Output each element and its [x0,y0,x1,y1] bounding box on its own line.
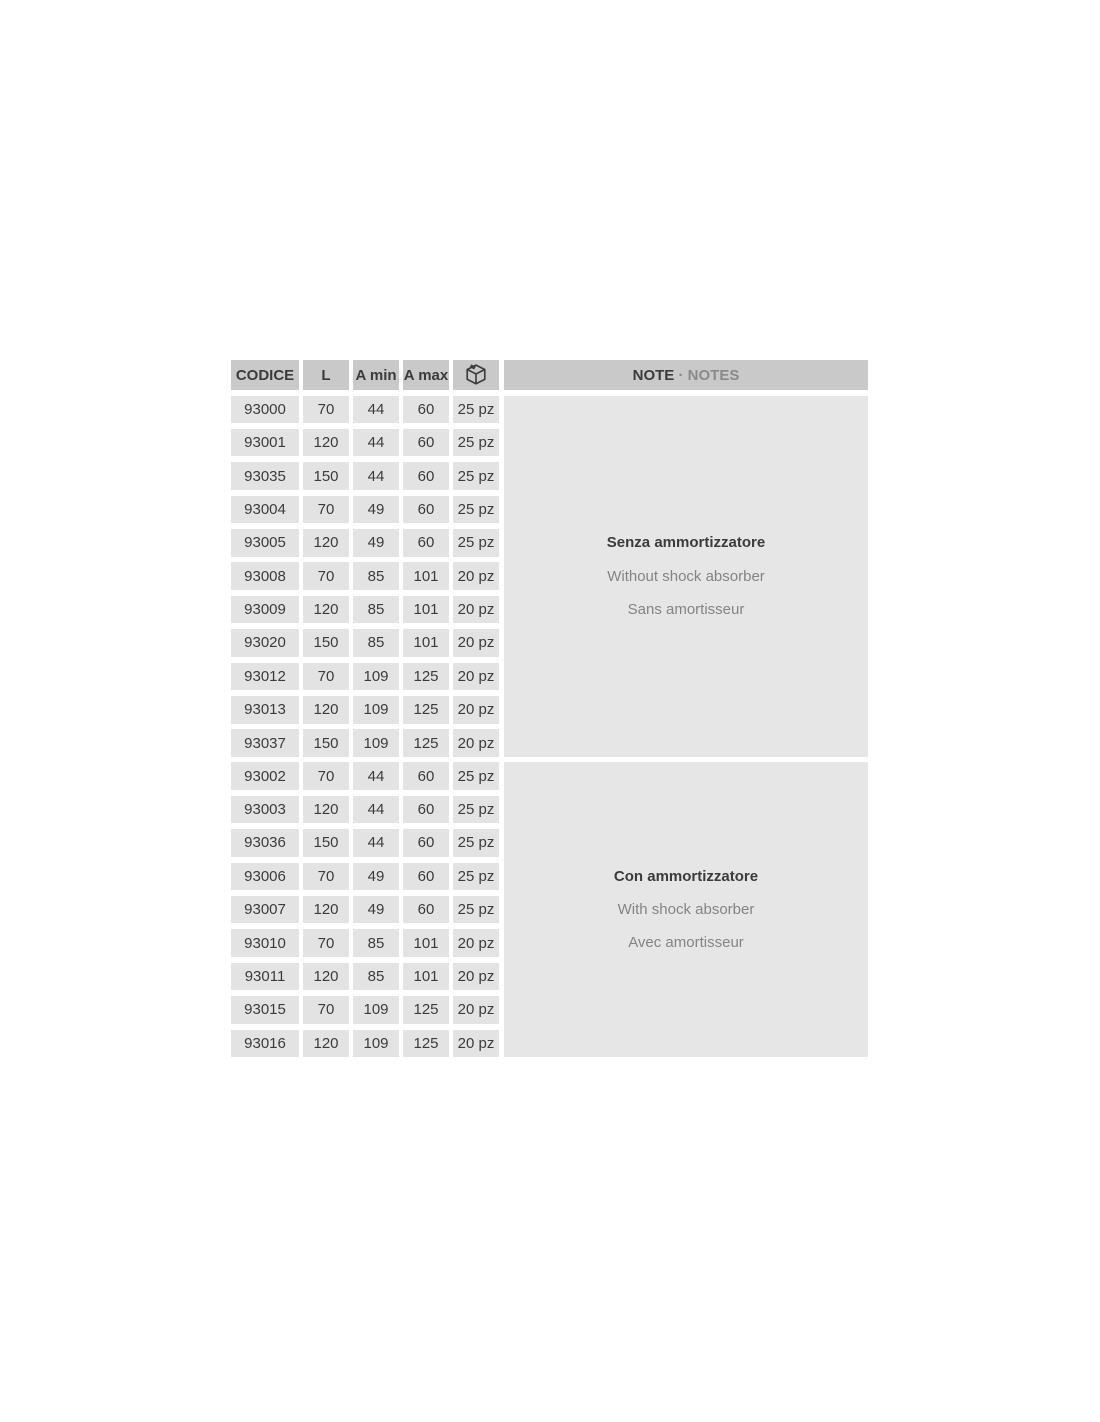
note-panel [504,762,868,1057]
cell-codice: 93001 [231,429,299,457]
cell-l: 120 [303,596,349,624]
cell-pack: 20 pz [453,562,499,590]
cell-l: 120 [303,1030,349,1058]
cell-a-min: 44 [353,462,399,490]
table-row [231,996,499,1024]
cell-a-min: 44 [353,829,399,857]
group-rows [231,762,499,1057]
cell-a-min: 49 [353,863,399,891]
header-l: L [303,360,349,390]
cell-pack: 20 pz [453,696,499,724]
cell-a-min: 109 [353,729,399,757]
cell-pack: 20 pz [453,663,499,691]
group-rows [231,396,499,757]
cell-l: 120 [303,696,349,724]
product-group-2 [231,762,868,1057]
cell-a-max: 101 [403,929,449,957]
cell-codice: 93000 [231,396,299,424]
cell-a-max: 125 [403,996,449,1024]
cell-a-max: 101 [403,562,449,590]
cell-a-max: 101 [403,963,449,991]
note-line-english: Without shock absorber [607,567,765,585]
cell-a-min: 44 [353,429,399,457]
cell-a-min: 85 [353,929,399,957]
cell-a-max: 125 [403,696,449,724]
cell-pack: 20 pz [453,729,499,757]
table-row [231,562,499,590]
table-row [231,596,499,624]
cell-l: 70 [303,562,349,590]
cell-l: 150 [303,829,349,857]
cell-a-min: 85 [353,562,399,590]
cell-a-max: 60 [403,896,449,924]
cell-l: 120 [303,529,349,557]
cell-codice: 93008 [231,562,299,590]
cell-l: 120 [303,429,349,457]
cell-codice: 93003 [231,796,299,824]
note-line-french: Avec amortisseur [628,934,744,952]
cell-pack: 20 pz [453,629,499,657]
header-notes-secondary: NOTES [687,366,740,384]
cell-pack: 20 pz [453,596,499,624]
table-body [231,396,868,1058]
cell-a-max: 60 [403,529,449,557]
cell-a-min: 49 [353,496,399,524]
cell-pack: 25 pz [453,462,499,490]
header-notes-primary: NOTE [632,366,675,384]
cell-a-min: 85 [353,596,399,624]
table-row [231,529,499,557]
cell-codice: 93037 [231,729,299,757]
table-row [231,629,499,657]
cell-pack: 25 pz [453,796,499,824]
cell-codice: 93009 [231,596,299,624]
cell-a-max: 60 [403,829,449,857]
cell-l: 70 [303,762,349,790]
cell-pack: 25 pz [453,863,499,891]
table-row [231,896,499,924]
table-row [231,396,499,424]
cell-a-max: 125 [403,729,449,757]
cell-a-max: 60 [403,429,449,457]
cell-codice: 93007 [231,896,299,924]
cell-a-max: 125 [403,663,449,691]
cell-pack: 20 pz [453,996,499,1024]
table-row [231,863,499,891]
cell-pack: 20 pz [453,1030,499,1058]
header-codice: CODICE [231,360,299,390]
cell-l: 70 [303,996,349,1024]
note-line-italian: Con ammortizzatore [613,867,759,885]
package-icon [463,362,489,388]
cell-codice: 93012 [231,663,299,691]
cell-a-max: 60 [403,396,449,424]
cell-pack: 25 pz [453,496,499,524]
cell-codice: 93005 [231,529,299,557]
cell-l: 150 [303,629,349,657]
cell-l: 150 [303,462,349,490]
table-row [231,729,499,757]
cell-a-min: 85 [353,629,399,657]
cell-a-max: 60 [403,796,449,824]
cell-codice: 93016 [231,1030,299,1058]
cell-a-min: 49 [353,896,399,924]
cell-codice: 93006 [231,863,299,891]
header-notes [504,360,868,390]
cell-pack: 25 pz [453,896,499,924]
cell-codice: 93013 [231,696,299,724]
cell-a-min: 44 [353,796,399,824]
table-row [231,696,499,724]
table-row [231,963,499,991]
table-row [231,929,499,957]
note-line-french: Sans amortisseur [627,600,745,618]
table-header-row [231,360,868,390]
cell-l: 70 [303,929,349,957]
cell-codice: 93002 [231,762,299,790]
cell-l: 120 [303,796,349,824]
table-row [231,762,499,790]
table-row [231,429,499,457]
table-row [231,1030,499,1058]
cell-a-max: 101 [403,596,449,624]
cell-pack: 20 pz [453,963,499,991]
cell-codice: 93020 [231,629,299,657]
cell-pack: 20 pz [453,929,499,957]
cell-l: 70 [303,496,349,524]
table-row [231,496,499,524]
header-a-min: A min [353,360,399,390]
cell-a-max: 101 [403,629,449,657]
cell-a-max: 125 [403,1030,449,1058]
cell-a-min: 109 [353,996,399,1024]
cell-l: 70 [303,863,349,891]
header-notes-separator: · [674,366,688,384]
cell-l: 70 [303,396,349,424]
product-spec-table [231,360,868,1063]
cell-a-max: 60 [403,762,449,790]
cell-codice: 93035 [231,462,299,490]
cell-l: 150 [303,729,349,757]
cell-a-min: 109 [353,696,399,724]
cell-a-min: 85 [353,963,399,991]
table-row [231,829,499,857]
cell-pack: 25 pz [453,762,499,790]
cell-pack: 25 pz [453,429,499,457]
note-line-english: With shock absorber [617,901,755,919]
product-group-1 [231,396,868,757]
header-a-max: A max [403,360,449,390]
cell-a-max: 60 [403,496,449,524]
cell-codice: 93011 [231,963,299,991]
cell-codice: 93036 [231,829,299,857]
cell-l: 70 [303,663,349,691]
cell-a-min: 44 [353,762,399,790]
cell-codice: 93010 [231,929,299,957]
cell-a-min: 49 [353,529,399,557]
cell-a-min: 109 [353,1030,399,1058]
table-row [231,796,499,824]
table-row [231,663,499,691]
cell-pack: 25 pz [453,396,499,424]
cell-a-max: 60 [403,863,449,891]
cell-codice: 93015 [231,996,299,1024]
cell-a-min: 44 [353,396,399,424]
cell-codice: 93004 [231,496,299,524]
note-line-italian: Senza ammortizzatore [606,534,766,552]
cell-a-max: 60 [403,462,449,490]
cell-pack: 25 pz [453,529,499,557]
note-panel [504,396,868,757]
cell-l: 120 [303,896,349,924]
cell-a-min: 109 [353,663,399,691]
cell-l: 120 [303,963,349,991]
cell-pack: 25 pz [453,829,499,857]
table-row [231,462,499,490]
header-package-qty [453,360,499,390]
